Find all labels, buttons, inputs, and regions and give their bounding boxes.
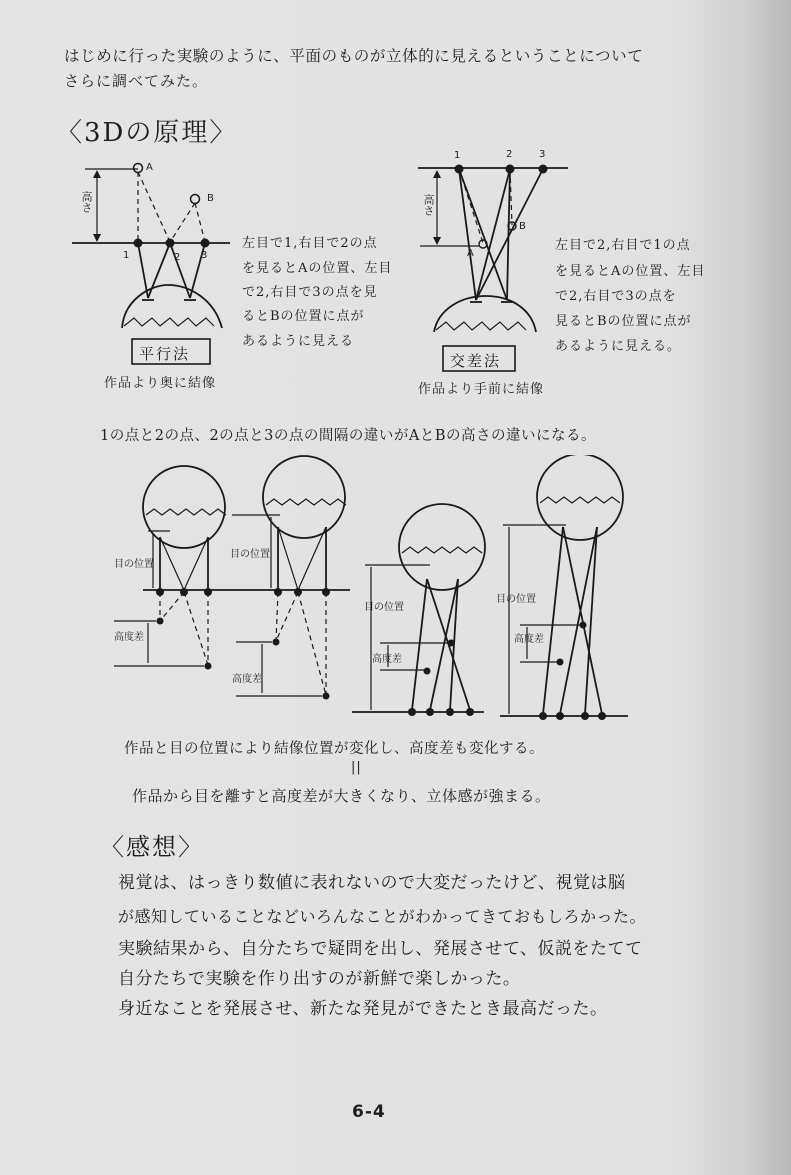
impression-line-5: 身近なことを発展させ、新たな発見ができたとき最高だった。: [118, 999, 608, 1019]
intro-line-2: さらに調べてみた。: [64, 72, 209, 90]
interval-explanation: 1の点と2の点、2の点と3の点の間隔の違いがAとBの高さの違いになる。: [100, 428, 597, 444]
point-a-marker: [134, 164, 143, 173]
d1-height-diff-label: 高度差: [114, 632, 144, 643]
parallel-method-box: 平行法: [139, 345, 191, 363]
impression-line-4: 自分たちで実験を作り出すのが新鮮で楽しかった。: [118, 969, 521, 989]
cross-desc-4: 見るとBの位置に点が: [555, 314, 692, 329]
cross-label-a: A: [467, 248, 475, 259]
cross-caption: 作品より手前に結像: [418, 382, 545, 397]
cross-desc-1: 左目で2,右目で1の点: [555, 238, 691, 253]
parallel-desc-4: るとBの位置に点が: [242, 309, 365, 324]
cross-desc-3: で2,右目で3の点を: [555, 289, 677, 304]
result-line-1: 作品と目の位置により結像位置が変化し、高度差も変化する。: [124, 741, 544, 757]
parallel-label-a: A: [146, 162, 154, 173]
cross-height-label: 高さ: [422, 194, 435, 216]
parallel-label-b: B: [207, 193, 215, 204]
parallel-point-2: 2: [174, 252, 182, 263]
cross-point-3: 3: [539, 149, 547, 160]
parallel-caption: 作品より奥に結像: [104, 376, 217, 391]
parallel-point-3: 3: [201, 250, 209, 261]
d4-height-diff-label: 高度差: [514, 634, 544, 645]
cross-point-2: 2: [506, 149, 514, 160]
parallel-desc-1: 左目で1,右目で2の点: [242, 236, 378, 251]
cross-method-box: 交差法: [450, 352, 502, 370]
parallel-desc-3: で2,右目で3の点を見: [242, 285, 378, 300]
parallel-desc-5: あるように見える: [242, 334, 355, 349]
intro-line-1: はじめに行った実験のように、平面のものが立体的に見えるということについて: [64, 47, 644, 65]
d4-eye-pos-label: 目の位置: [496, 594, 536, 605]
diagram-4: [500, 455, 628, 720]
d2-eye-pos-label: 目の位置: [230, 549, 270, 560]
section-heading-impressions: 〈感想〉: [100, 833, 204, 861]
section-heading-3d: 〈3Dの原理〉: [56, 118, 238, 148]
equals-mark: ||: [351, 760, 362, 775]
parallel-point-1: 1: [123, 250, 131, 261]
cross-point-1: 1: [454, 150, 462, 161]
d3-eye-pos-label: 目の位置: [364, 602, 404, 613]
point-b-marker: [191, 195, 200, 204]
impression-line-3: 実験結果から、自分たちで疑問を出し、発展させて、仮説をたてて: [118, 939, 643, 959]
result-line-2: 作品から目を離すと高度差が大きくなり、立体感が強まる。: [132, 787, 551, 805]
principle-diagrams: [0, 0, 791, 420]
impression-line-1: 視覚は、はっきり数値に表れないので大変だったけど、視覚は脳: [118, 873, 626, 893]
cross-label-b: B: [519, 221, 527, 232]
d3-height-diff-label: 高度差: [372, 654, 402, 665]
cross-desc-2: を見るとAの位置、左目: [555, 264, 706, 279]
cross-desc-5: あるように見える。: [555, 339, 682, 354]
parallel-desc-2: を見るとAの位置、左目: [242, 261, 393, 276]
cross-diagram: [418, 165, 568, 372]
parallel-height-label: 高さ: [80, 191, 93, 213]
page-number: 6-4: [352, 1102, 386, 1122]
d1-eye-pos-label: 目の位置: [114, 559, 154, 570]
d2-height-diff-label: 高度差: [232, 674, 262, 685]
diagram-2: [232, 456, 346, 700]
impression-line-2: が感知していることなどいろんなことがわかってきておもしろかった。: [118, 907, 647, 926]
